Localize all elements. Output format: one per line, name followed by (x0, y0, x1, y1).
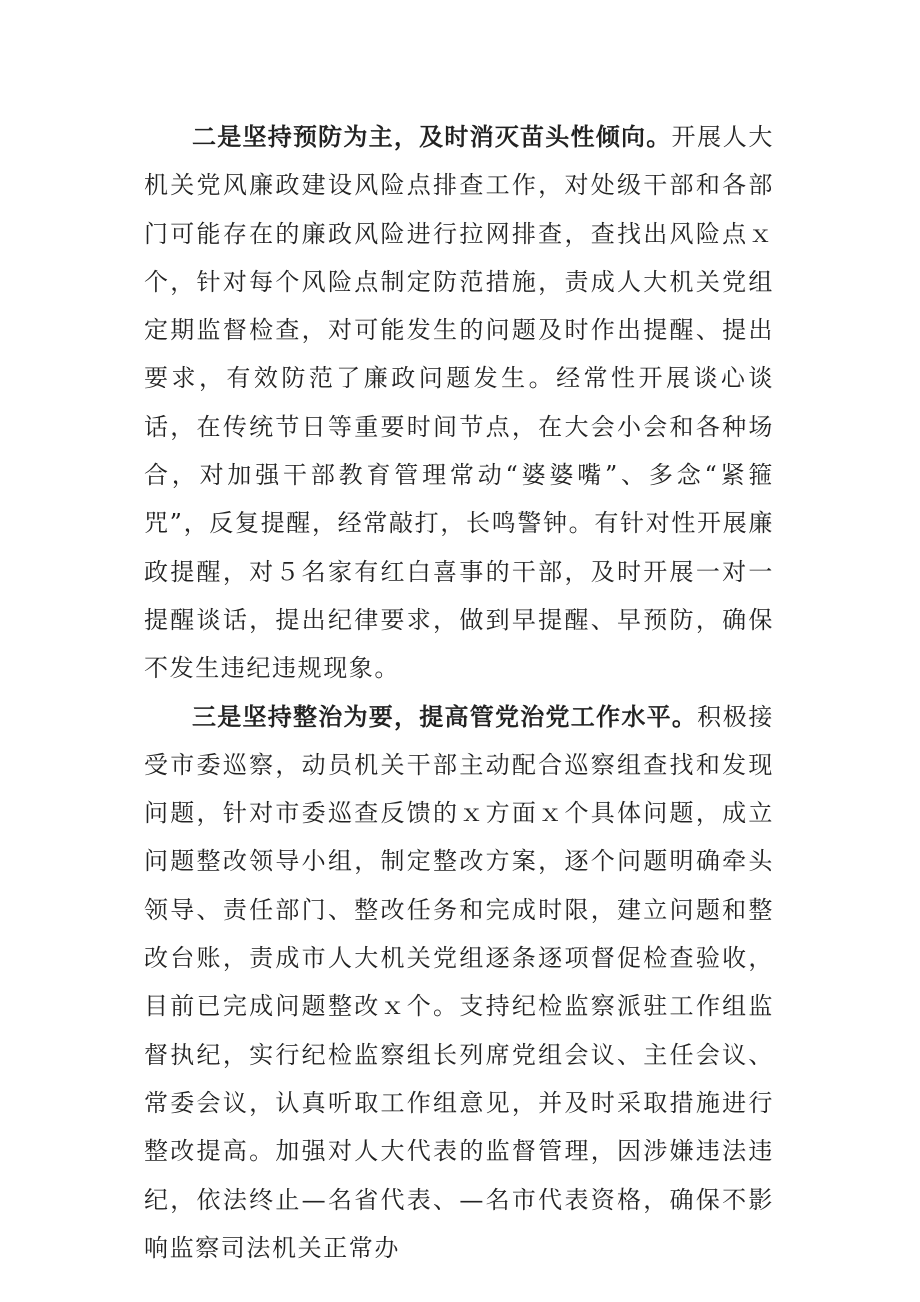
paragraph-lead-heading: 三是坚持整治为要，提高管党治党工作水平。 (192, 702, 698, 731)
paragraph-body-text: 开展人大机关党风廉政建设风险点排查工作，对处级干部和各部门可能存在的廉政风险进行拉网排查，查找出风险点ｘ个，针对每个风险点制定防范措施，责成人大机关党组定期监督检查，对可能发生的问题及时作出提醒、提出要求，有效防范了廉政问题发生。经常性开展谈心谈话，在传统节日等重要时间节点，在大会小会和各种场合，对加强干部教育管理常动“婆婆嘴”、多念“紧箍咒”，反复提醒，经常敲打，长鸣警钟。有针对性开展廉政提醒，对５名家有红白喜事的干部，及时开展一对一提醒谈话，提出纪律要求，做到早提醒、早预防，确保不发生违纪违规现象。 (144, 123, 774, 683)
paragraph-body-text: 积极接受市委巡察，动员机关干部主动配合巡察组查找和发现问题，针对市委巡查反馈的ｘ方面ｘ个具体问题，成立问题整改领导小组，制定整改方案，逐个问题明确牵头领导、责任部门、整改任务和完成时限，建立问题和整改台账，责成市人大机关党组逐条逐项督促检查验收，目前已完成问题整改ｘ个。支持纪检监察派驻工作组监督执纪，实行纪检监察组长列席党组会议、主任会议、常委会议，认真听取工作组意见，并及时采取措施进行整改提高。加强对人大代表的监督管理，因涉嫌违法违纪，依法终止—名省代表、—名市代表资格，确保不影响监察司法机关正常办 (144, 702, 774, 1262)
paragraph-prevention (144, 113, 774, 693)
paragraph-rectification (144, 693, 774, 1273)
paragraph-lead-heading: 二是坚持预防为主，及时消灭苗头性倾向。 (192, 123, 672, 151)
document-body (144, 113, 774, 1272)
